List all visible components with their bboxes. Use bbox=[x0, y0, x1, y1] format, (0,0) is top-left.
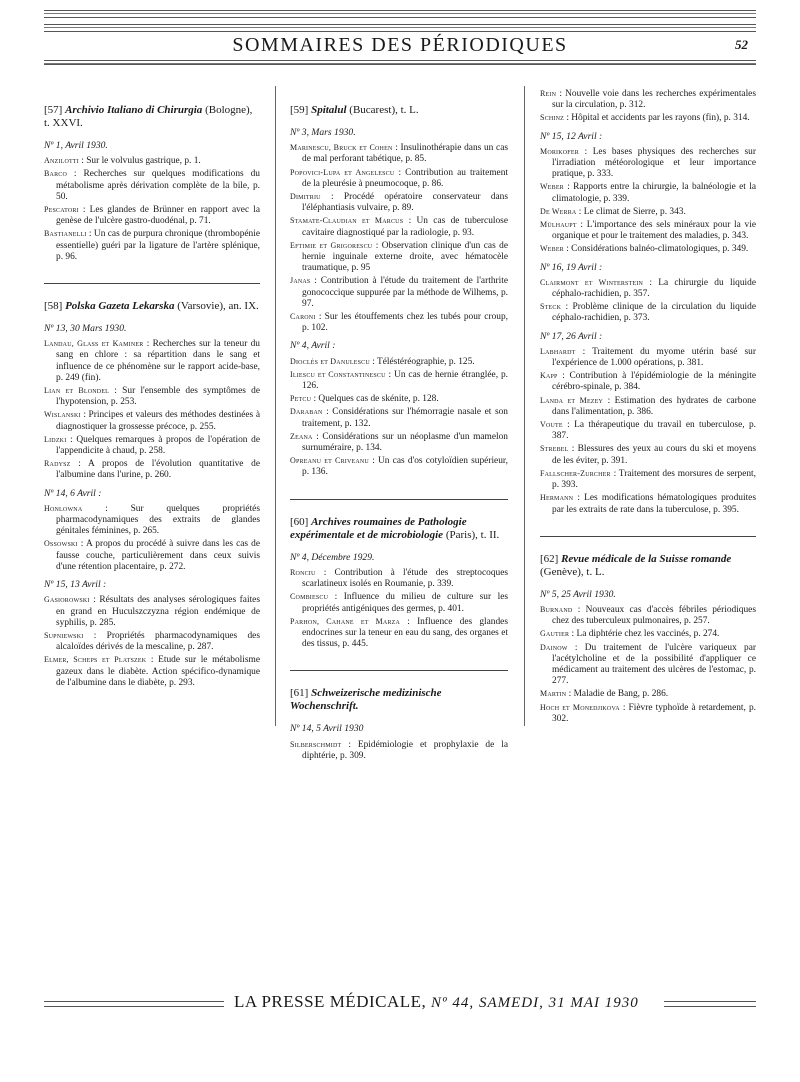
article-author: Weber bbox=[540, 182, 564, 192]
article-text: : Influence des glandes endocrines sur la teneur en eau du sang, des organes et des tissus, p. 445. bbox=[302, 616, 508, 650]
article-author: Iliescu et Constantinescu bbox=[290, 369, 386, 379]
article-text: : Un cas de purpura chronique (thrombopénie essentielle) guéri par la ligature de l'artère splénique, p. 96. bbox=[56, 229, 260, 262]
journal-section bbox=[290, 516, 508, 651]
article-author: Ronciu bbox=[290, 567, 316, 577]
article-entry bbox=[44, 503, 260, 538]
article-author: Weber bbox=[540, 244, 564, 254]
article-author: Dioclès et Danulescu bbox=[290, 356, 370, 366]
article-entry bbox=[290, 311, 508, 334]
journal-title bbox=[290, 687, 508, 713]
article-author: Schinz bbox=[540, 113, 564, 123]
article-entry bbox=[540, 301, 756, 324]
issue-label: Nº 14, 6 Avril : bbox=[44, 487, 102, 499]
article-text: : Résultats des analyses sérologiques faites en grand en Huculszczyzna région endémique de syphilis, p. 285. bbox=[56, 595, 260, 628]
article-entry bbox=[540, 468, 756, 491]
article-text: : Blessures des yeux au cours du ski et moyens de les éviter, p. 391. bbox=[552, 444, 756, 466]
journal-number: [60] bbox=[290, 515, 309, 528]
article-author: Gautier bbox=[540, 629, 570, 639]
journal-name: Spitalul bbox=[311, 104, 347, 116]
section-separator bbox=[290, 670, 508, 671]
article-entry bbox=[44, 155, 260, 167]
article-author: Opreanu et Criveanu bbox=[290, 456, 369, 466]
article-author: De Werra bbox=[540, 206, 577, 216]
article-entry bbox=[290, 393, 508, 405]
article-author: Honlowna bbox=[44, 503, 83, 513]
header-top-rule bbox=[44, 10, 756, 18]
article-text: : Etude sur le métabolisme gazeux dans le diabète. Action spécifico-dynamique de l'albumine dans le diabète, p. 293. bbox=[56, 655, 260, 688]
article-text: : Recherches sur quelques modifications du métabolisme après dérivation complète de la bile, p. 50. bbox=[56, 169, 260, 202]
journal-details: (Bucarest), t. L. bbox=[346, 104, 419, 116]
article-text: : Le climat de Sierre, p. 343. bbox=[576, 206, 686, 217]
article-text: : Sur le volvulus gastrique, p. 1. bbox=[78, 156, 201, 167]
article-entry bbox=[540, 628, 756, 640]
footer-text bbox=[234, 992, 639, 1012]
article-author: Janas bbox=[290, 276, 311, 286]
article-entry bbox=[540, 395, 756, 418]
article-text: : Maladie de Bang, p. 286. bbox=[566, 689, 669, 700]
article-entry bbox=[540, 88, 756, 111]
journal-number: [59] bbox=[290, 104, 309, 116]
article-text: : Traitement du myome utérin basé sur l'expérience de 1.000 opérations, p. 381. bbox=[552, 346, 756, 369]
article-text: : Recherches sur la teneur du sang en chlore : sa répartition dans le sang et influence de ce phénomène sur le rapport acide-base, p. 249 (fin). bbox=[56, 339, 260, 383]
column-divider bbox=[275, 86, 276, 726]
article-text: : A propos de l'évolution quantitative de l'albumine dans l'urine, p. 260. bbox=[56, 459, 260, 481]
section-separator bbox=[44, 283, 260, 284]
article-entry bbox=[290, 191, 508, 214]
article-entry bbox=[44, 594, 260, 629]
article-author: Stamate-Claudian et Marcus bbox=[290, 216, 404, 226]
article-entry bbox=[540, 219, 756, 242]
article-entry bbox=[290, 591, 508, 614]
article-author: Burnand bbox=[540, 604, 573, 614]
issue-label: Nº 1, Avril 1930. bbox=[44, 140, 108, 151]
article-text: : Principes et valeurs des méthodes destinées à diagnostiquer la grossesse précoce, p. 255. bbox=[56, 410, 260, 432]
article-text: : Considérations sur l'hémorragie nasale et son traitement, p. 132. bbox=[302, 407, 508, 429]
journal-number: [58] bbox=[44, 300, 63, 313]
article-entry bbox=[44, 434, 260, 457]
article-text: : La diphtérie chez les vaccinés, p. 274. bbox=[569, 629, 720, 640]
article-entry bbox=[290, 240, 508, 275]
article-text: : Un cas de tuberculose cavitaire diagnostiqué par la radiologie, p. 93. bbox=[302, 216, 508, 238]
article-text: : Contribution à l'épidémiologie de la méningite cérébro-spinale, p. 384. bbox=[552, 371, 756, 393]
article-entry bbox=[540, 146, 756, 181]
journal-title bbox=[290, 516, 508, 542]
journal-title bbox=[44, 104, 260, 130]
issue-label: Nº 15, 13 Avril : bbox=[44, 579, 107, 591]
article-author: Wislanski bbox=[44, 410, 81, 420]
issue-label: Nº 13, 30 Mars 1930. bbox=[44, 323, 127, 335]
article-entry bbox=[540, 688, 756, 700]
column-2 bbox=[290, 88, 508, 766]
article-author: Landau, Glass et Kaminer bbox=[44, 339, 144, 349]
article-text: : A propos du procédé à suivre dans les cas de fausse couche, particulièrement dans ceux suivis d'une rétention placentaire, p. 272. bbox=[56, 539, 260, 572]
article-author: Morikofer bbox=[540, 146, 579, 156]
issue-number: Nº 44, bbox=[431, 995, 475, 1011]
issue-label: Nº 14, 5 Avril 1930 bbox=[290, 723, 364, 735]
article-entry bbox=[290, 142, 508, 165]
article-author: Ossowski bbox=[44, 539, 78, 549]
article-text: : Fièvre typhoïde à retardement, p. 302. bbox=[552, 702, 756, 724]
article-text: : Un cas de hernie étranglée, p. 126. bbox=[302, 369, 508, 392]
journal-name: Archives roumaines de Pathologie expérimentale et de microbiologie bbox=[290, 515, 467, 541]
article-author: Daraban bbox=[290, 407, 323, 417]
article-author: Lidzki bbox=[44, 434, 67, 444]
article-text: : Problème clinique de la circulation du liquide céphalo-rachidien, p. 373. bbox=[552, 302, 756, 324]
article-entry bbox=[290, 356, 508, 368]
article-author: Fallscher-Zurcher bbox=[540, 468, 611, 478]
journal-details: (Bologne), t. XXVI. bbox=[44, 104, 253, 129]
article-text: : Traitement des morsures de serpent, p. 393. bbox=[552, 468, 756, 491]
article-author: Barco bbox=[44, 169, 68, 179]
article-author: Caroni bbox=[290, 312, 316, 322]
article-author: Rein bbox=[540, 89, 557, 98]
issue-label: Nº 16, 19 Avril : bbox=[540, 261, 603, 273]
footer bbox=[44, 992, 756, 1012]
article-text: : Procédé opératoire conservateur dans l'éléphantiasis vulvaire, p. 89. bbox=[302, 192, 508, 214]
article-text: : Insulinothérapie dans un cas de mal perforant tabétique, p. 85. bbox=[302, 143, 509, 165]
article-entry bbox=[44, 409, 260, 432]
article-author: Gasiorowski bbox=[44, 595, 90, 605]
article-entry bbox=[290, 567, 508, 590]
journal-title bbox=[540, 553, 756, 579]
article-entry bbox=[44, 204, 260, 227]
journal-section bbox=[540, 553, 756, 725]
article-entry bbox=[44, 538, 260, 573]
article-entry bbox=[540, 642, 756, 688]
article-text: : Sur quelques propriétés pharmacodynamiques des extraits de glandes génitales féminines, p. 265. bbox=[56, 503, 260, 537]
article-author: Combiescu bbox=[290, 592, 329, 602]
column-divider bbox=[524, 86, 525, 726]
article-author: Eftimie et Grigorescu bbox=[290, 240, 373, 250]
article-author: Bastianelli bbox=[44, 229, 87, 239]
article-text: : Téléstéréographie, p. 125. bbox=[369, 356, 475, 367]
footer-left-rule bbox=[44, 1001, 224, 1007]
article-text: : Nouvelle voie dans les recherches expérimentales sur la circulation, p. 312. bbox=[552, 89, 756, 111]
article-entry bbox=[44, 458, 260, 481]
journal-section bbox=[44, 104, 260, 263]
article-text: : Influence du milieu de culture sur les propriétés antigéniques des germes, p. 401. bbox=[302, 592, 508, 614]
journal-section bbox=[44, 300, 260, 689]
header-rule bbox=[44, 24, 756, 32]
article-entry bbox=[540, 702, 756, 725]
article-author: Elmer, Scheps et Platszek bbox=[44, 655, 147, 665]
article-entry bbox=[540, 181, 756, 204]
article-author: Anzilotti bbox=[44, 156, 79, 166]
article-author: Kapp bbox=[540, 371, 558, 381]
article-text: : Contribution à l'étude des streptocoques scarlatineux isolés en Roumanie, p. 339. bbox=[302, 567, 508, 590]
section-separator bbox=[290, 499, 508, 500]
article-text: : Sur l'ensemble des symptômes de l'hypotension, p. 253. bbox=[56, 386, 260, 408]
article-author: Zeana bbox=[290, 431, 313, 441]
journal-details: (Genève), t. L. bbox=[540, 565, 605, 578]
article-text: : Hôpital et accidents par les rayons (fin), p. 314. bbox=[563, 113, 750, 124]
article-entry bbox=[540, 243, 756, 255]
journal-section bbox=[290, 687, 508, 762]
article-entry bbox=[290, 369, 508, 392]
article-author: Clairmont et Winterstein bbox=[540, 277, 644, 287]
article-entry bbox=[540, 370, 756, 393]
article-author: Dimitriu bbox=[290, 192, 321, 202]
issue-label: Nº 5, 25 Avril 1930. bbox=[540, 588, 616, 600]
journal-name: Schweizerische medizinische Wochenschrift. bbox=[290, 687, 442, 713]
article-text: : Contribution au traitement de la pleurésie à pneumocoque, p. 86. bbox=[302, 167, 508, 189]
article-entry bbox=[44, 630, 260, 653]
article-entry bbox=[44, 168, 260, 203]
article-author: Hoch et Monedjikova bbox=[540, 702, 620, 712]
journal-title bbox=[290, 104, 508, 117]
page-number: 52 bbox=[735, 37, 748, 52]
article-author: Petcu bbox=[290, 394, 312, 404]
journal-title bbox=[44, 300, 260, 313]
article-text: : Les modifications hématologiques produites par les extraits de rate dans la tuberculose, p. 395. bbox=[552, 493, 756, 515]
article-text: : Quelques cas de skénite, p. 128. bbox=[311, 394, 439, 405]
article-entry bbox=[540, 346, 756, 369]
journal-section bbox=[540, 88, 756, 516]
article-author: Dainow bbox=[540, 642, 568, 652]
footer-right-rule bbox=[664, 1001, 756, 1007]
article-author: Landa et Mezey bbox=[540, 395, 604, 405]
journal-details: (Paris), t. II. bbox=[443, 528, 500, 541]
issue-label: Nº 4, Avril : bbox=[290, 340, 336, 352]
journal-name: LA PRESSE MÉDICALE, bbox=[234, 992, 427, 1011]
journal-name: Polska Gazeta Lekarska bbox=[65, 300, 175, 313]
article-text: : Nouveaux cas d'accès fébriles périodiques chez des tuberculeux pulmonaires, p. 257. bbox=[552, 604, 756, 627]
journal-section bbox=[290, 104, 508, 479]
article-author: Pescatori bbox=[44, 205, 79, 215]
article-author: Silberschmidt bbox=[290, 739, 342, 749]
article-author: Mülhaupt bbox=[540, 220, 577, 230]
issue-label: Nº 15, 12 Avril : bbox=[540, 130, 603, 142]
article-entry bbox=[540, 112, 756, 124]
article-text: : Sur les étouffements chez les tubés pour croup, p. 102. bbox=[302, 312, 508, 334]
journal-number: [57] bbox=[44, 104, 63, 116]
journal-name: Revue médicale de la Suisse romande bbox=[561, 552, 732, 565]
article-text: : Contribution à l'étude du traitement de l'arthrite gonococcique suppurée par la méthode de Wilhems, p. 97. bbox=[302, 276, 508, 309]
article-author: Labhardt bbox=[540, 346, 576, 356]
article-entry bbox=[540, 206, 756, 218]
article-author: Parhon, Cahane et Marza bbox=[290, 616, 401, 626]
article-text: : Quelques remarques à propos de l'opération de l'appendicite à chaud, p. 258. bbox=[56, 434, 260, 457]
article-entry bbox=[290, 431, 508, 454]
article-entry bbox=[540, 604, 756, 627]
article-text: : Les glandes de Brünner en rapport avec la genèse de l'ulcère gastro-duodénal, p. 71. bbox=[56, 205, 260, 227]
article-author: Voute bbox=[540, 420, 563, 430]
issue-label: Nº 3, Mars 1930. bbox=[290, 127, 356, 138]
article-text: : La thérapeutique du travail en tuberculose, p. 387. bbox=[552, 420, 756, 442]
article-text: : Propriétés pharmacodynamiques des alcaloïdes dérivés de la mescaline, p. 287. bbox=[56, 630, 260, 653]
article-text: : Considérations sur un néoplasme d'un mamelon surnuméraire, p. 134. bbox=[302, 431, 508, 454]
journal-number: [61] bbox=[290, 687, 309, 700]
header-bottom-rule bbox=[44, 60, 756, 65]
article-entry bbox=[290, 215, 508, 238]
journal-number: [62] bbox=[540, 552, 559, 565]
article-author: Popovici-Lupa et Angelescu bbox=[290, 167, 395, 177]
article-entry bbox=[290, 406, 508, 429]
article-text: : La chirurgie du liquide céphalo-rachidien, p. 357. bbox=[552, 277, 756, 300]
article-entry bbox=[44, 654, 260, 689]
article-entry bbox=[540, 492, 756, 515]
article-text: : Estimation des hydrates de carbone dans l'alimentation, p. 386. bbox=[552, 395, 756, 417]
article-text: : Du traitement de l'ulcère variqueux par l'acétylcholine et de la possibilité d'appliquer ce médicament au traitement des ulcères de l'estomac, p. 277. bbox=[552, 642, 756, 687]
page-title: SOMMAIRES DES PÉRIODIQUES bbox=[232, 34, 568, 56]
article-author: Lian et Blondel bbox=[44, 386, 110, 396]
journal-details: (Varsovie), an. IX. bbox=[174, 300, 259, 313]
column-3 bbox=[540, 88, 756, 729]
article-entry bbox=[290, 455, 508, 478]
article-entry bbox=[44, 385, 260, 408]
article-entry bbox=[44, 338, 260, 384]
column-1 bbox=[44, 88, 260, 693]
article-author: Martin bbox=[540, 689, 567, 699]
article-entry bbox=[540, 419, 756, 442]
article-text: : Epidémiologie et prophylaxie de la diphtérie, p. 309. bbox=[302, 739, 508, 761]
article-entry bbox=[290, 275, 508, 310]
article-text: : Rapports entre la chirurgie, la balnéologie et la climatologie, p. 339. bbox=[552, 182, 756, 204]
section-separator bbox=[540, 536, 756, 537]
article-entry bbox=[290, 739, 508, 762]
article-text: : Les bases physiques des recherches sur l'irradiation météorologique et leur importance pratique, p. 333. bbox=[552, 146, 756, 180]
article-entry bbox=[290, 616, 508, 651]
article-text: : Considérations balnéo-climatologiques, p. 349. bbox=[563, 244, 749, 255]
issue-label: Nº 17, 26 Avril : bbox=[540, 330, 603, 342]
article-entry bbox=[540, 443, 756, 466]
article-author: Supniewski bbox=[44, 630, 84, 640]
issue-label: Nº 4, Décembre 1929. bbox=[290, 551, 375, 563]
article-author: Radysz bbox=[44, 459, 71, 469]
article-author: Marinescu, Bruck et Cohen bbox=[290, 143, 393, 153]
journal-name: Archivio Italiano di Chirurgia bbox=[65, 104, 203, 116]
article-entry bbox=[540, 277, 756, 300]
article-text: : L'importance des sels minéraux pour la vie organique et pour le traitement des maladies, p. 343. bbox=[552, 220, 756, 242]
article-author: Steck bbox=[540, 302, 562, 312]
article-text: : Un cas d'os cotyloïdien supérieur, p. 136. bbox=[302, 456, 508, 478]
issue-date: SAMEDI, 31 MAI 1930 bbox=[478, 995, 639, 1011]
article-entry bbox=[290, 167, 508, 190]
article-author: Strebel bbox=[540, 444, 569, 454]
article-entry bbox=[44, 228, 260, 263]
article-text: : Observation clinique d'un cas de hernie inguinale externe droite, avec hématocèle traumatique, p. 95 bbox=[302, 240, 509, 274]
article-author: Hermann bbox=[540, 493, 574, 503]
